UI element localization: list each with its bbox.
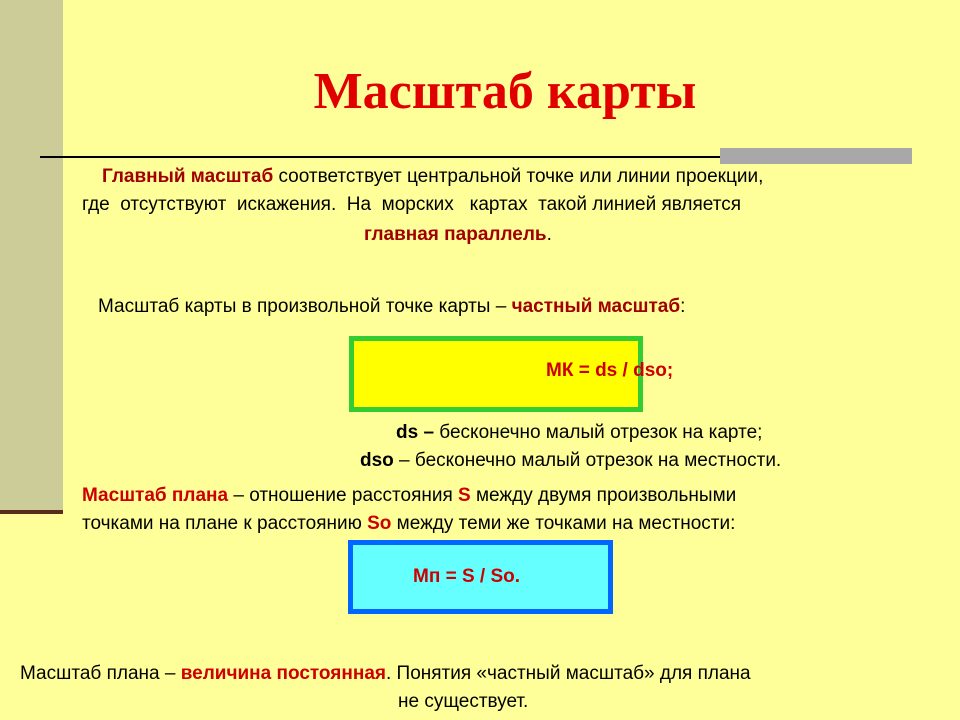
plan-scale-note-line-2: не существует. — [398, 691, 529, 712]
main-scale-line-1: Главный масштаб соответствует центральной точке или линии проекции, — [102, 166, 764, 187]
page-title: Масштаб карты — [313, 63, 697, 120]
partial-scale-intro: Масштаб карты в произвольной точке карты – частный масштаб: — [98, 296, 686, 317]
main-scale-line-3: главная параллель. — [364, 224, 552, 245]
definition-ds: ds – бесконечно малый отрезок на карте; — [396, 422, 763, 443]
formula-plan-scale: Мп = S / Sо. — [413, 566, 521, 587]
term-partial-scale: частный масштаб — [511, 296, 681, 317]
main-scale-line-2: где отсутствуют искажения. На морских картах такой линией является — [82, 194, 742, 215]
sidebar-bottom-line — [0, 510, 63, 514]
plan-scale-line-1: Масштаб плана – отношение расстояния S между двумя произвольными — [82, 485, 737, 506]
plan-scale-line-2: точками на плане к расстоянию Sо между теми же точками на местности: — [82, 513, 736, 534]
divider-accent — [720, 148, 912, 164]
plan-scale-note-line-1: Масштаб плана – величина постоянная. Понятия «частный масштаб» для плана — [20, 663, 751, 684]
formula-map-scale: МК = ds / dsо; — [546, 360, 674, 381]
term-plan-scale: Масштаб плана — [82, 485, 229, 506]
term-constant: величина постоянная — [180, 663, 386, 684]
term-main-scale: Главный масштаб — [102, 166, 274, 187]
term-main-parallel: главная параллель — [364, 224, 547, 245]
definition-dso: dsо – бесконечно малый отрезок на местности. — [360, 450, 782, 471]
